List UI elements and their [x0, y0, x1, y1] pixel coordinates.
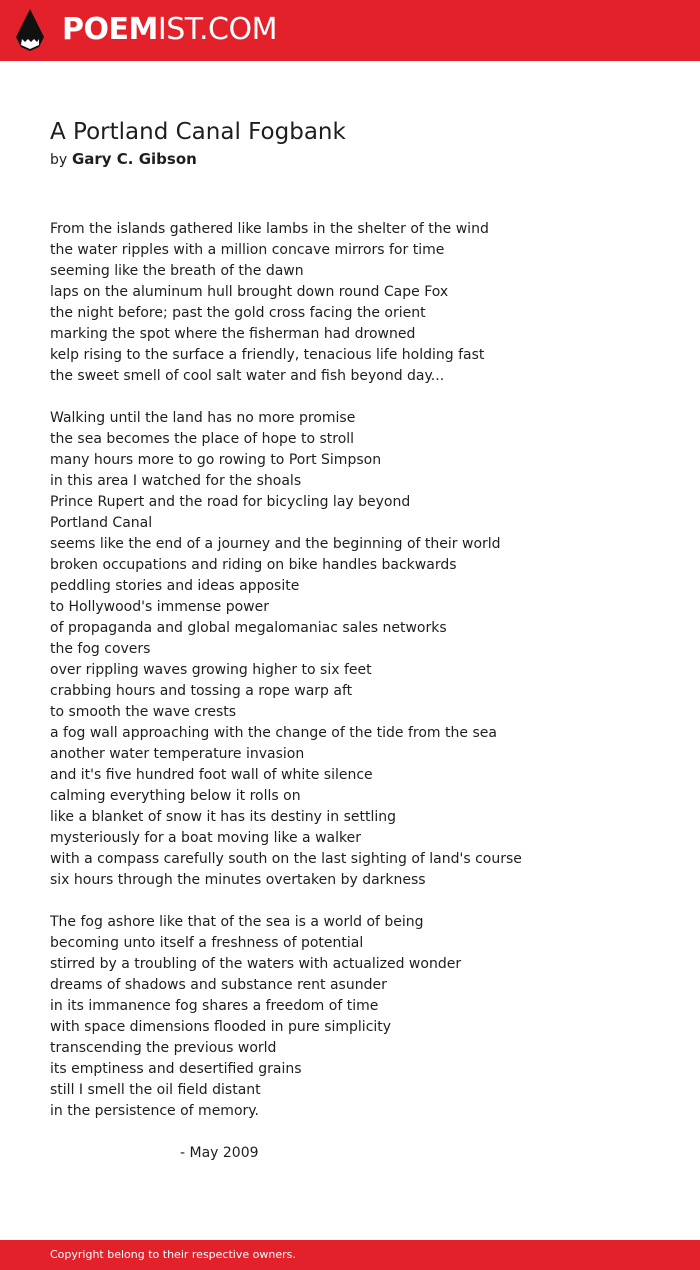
poem-line: in the persistence of memory. [50, 1103, 260, 1119]
poem-line: peddling stories and ideas apposite [50, 578, 300, 594]
poem-line: mysteriously for a boat moving like a walker [50, 830, 361, 846]
poem-body [50, 219, 650, 1122]
poem-line: crabbing hours and tossing a rope warp aft [50, 683, 353, 699]
poem-line: a fog wall approaching with the change of the tide from the sea [50, 725, 497, 741]
poem-line: like a blanket of snow it has its destiny in settling [50, 809, 397, 825]
poem-line: in its immanence fog shares a freedom of time [50, 998, 379, 1014]
poem-author[interactable]: Gary C. Gibson [71, 150, 197, 168]
poem-line: becoming unto itself a freshness of potential [50, 935, 364, 951]
poem-line: the sea becomes the place of hope to stroll [50, 431, 355, 447]
poem-line: calming everything below it rolls on [50, 788, 301, 804]
poem-line: with a compass carefully south on the last sighting of land's course [50, 851, 522, 867]
poem-line: to smooth the wave crests [50, 704, 237, 720]
poem-line: over rippling waves growing higher to six feet [50, 662, 372, 678]
poem-line: many hours more to go rowing to Port Simpson [50, 452, 382, 468]
poem-line: six hours through the minutes overtaken by darkness [50, 872, 426, 888]
poem-line: the water ripples with a million concave mirrors for time [50, 242, 445, 258]
poem-line: still I smell the oil field distant [50, 1082, 261, 1098]
logo-light-text: IST.COM [157, 12, 277, 47]
poem-line: the night before; past the gold cross facing the orient [50, 305, 426, 321]
poem-line: in this area I watched for the shoals [50, 473, 302, 489]
poem-line: transcending the previous world [50, 1040, 277, 1056]
poem-line: broken occupations and riding on bike handles backwards [50, 557, 457, 573]
logo-bold-text: POEM [62, 12, 158, 47]
poem-line: stirred by a troubling of the waters with actualized wonder [50, 956, 462, 972]
poem-line: dreams of shadows and substance rent asunder [50, 977, 387, 993]
poem-line: marking the spot where the fisherman had drowned [50, 326, 416, 342]
poem-line: of propaganda and global megalomaniac sales networks [50, 620, 447, 636]
site-header [0, 0, 700, 61]
poem-line: seems like the end of a journey and the beginning of their world [50, 536, 501, 552]
poem-title: A Portland Canal Fogbank [50, 119, 346, 145]
poem-line: laps on the aluminum hull brought down round Cape Fox [50, 284, 449, 300]
site-footer [0, 1240, 700, 1270]
poem-line: the fog covers [50, 641, 151, 657]
poem-line: Prince Rupert and the road for bicycling lay beyond [50, 494, 411, 510]
byline-prefix: by [50, 152, 68, 168]
copyright-notice: Copyright belong to their respective owners. [50, 1248, 296, 1261]
poem-line: From the islands gathered like lambs in the shelter of the wind [50, 221, 489, 237]
poem-line: Portland Canal [50, 515, 153, 531]
byline [50, 149, 197, 170]
poem-line: seeming like the breath of the dawn [50, 263, 304, 279]
poem-line: Walking until the land has no more promise [50, 410, 356, 426]
stanza-break [50, 891, 650, 912]
pencil-logo-icon[interactable] [16, 9, 44, 51]
poem-line: the sweet smell of cool salt water and fish beyond day... [50, 368, 445, 384]
stanza-break [50, 387, 650, 408]
poem-line: another water temperature invasion [50, 746, 305, 762]
poem-line: with space dimensions flooded in pure simplicity [50, 1019, 392, 1035]
poem-line: and it's five hundred foot wall of white silence [50, 767, 373, 783]
poem-line: The fog ashore like that of the sea is a world of being [50, 914, 424, 930]
poem-line: kelp rising to the surface a friendly, tenacious life holding fast [50, 347, 485, 363]
poem-date: - May 2009 [180, 1145, 259, 1161]
poem-line: its emptiness and desertified grains [50, 1061, 302, 1077]
site-logo[interactable] [62, 13, 277, 47]
poem-line: to Hollywood's immense power [50, 599, 270, 615]
